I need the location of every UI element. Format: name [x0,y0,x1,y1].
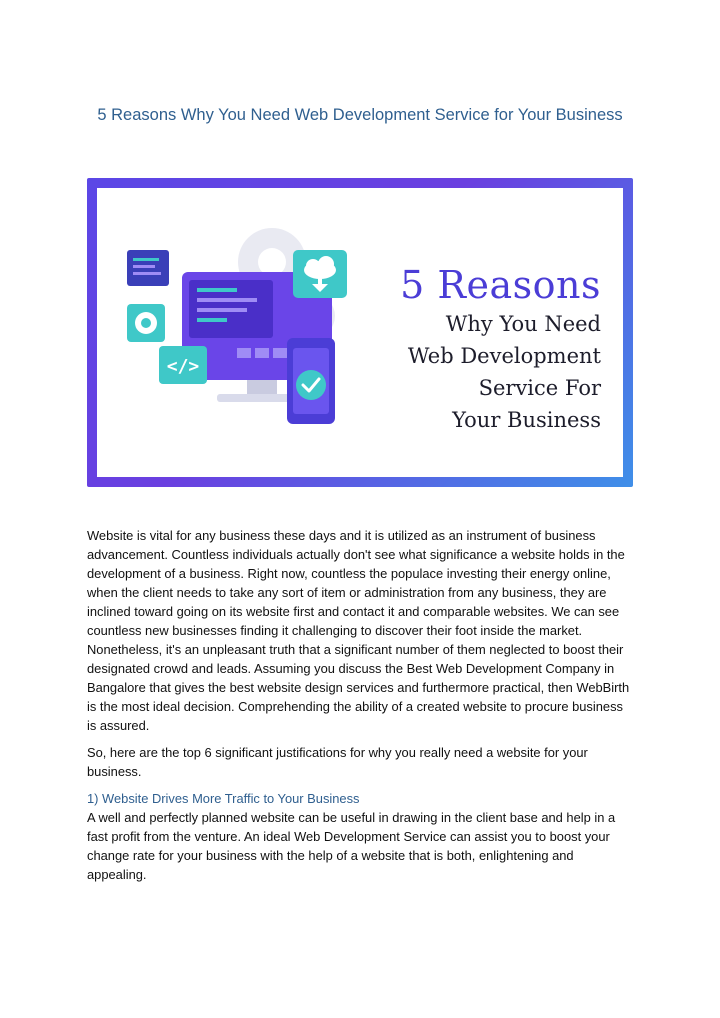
svg-text:</>: </> [166,356,200,377]
banner-inner [97,188,623,477]
code-list-icon [127,250,169,286]
gear-icon [127,304,165,342]
banner-heading-line: Your Business [452,408,601,432]
article-body [87,526,635,892]
summary-paragraph: So, here are the top 6 significant justifications for why you really need a website for your business. [87,745,588,779]
banner-heading-big: 5 Reasons [400,263,601,307]
section-heading: 1) Website Drives More Traffic to Your Business [87,791,360,806]
banner-heading-line: Service For [478,376,601,400]
banner-heading-line: Why You Need [445,312,601,336]
page-title: 5 Reasons Why You Need Web Development Service for Your Business [97,106,623,124]
code-brackets-icon [159,346,207,384]
section-paragraph: A well and perfectly planned website can be useful in drawing in the client base and help in a fast profit from the venture. An ideal Web Development Service can assist you to boost your change rate for your business with the help of a website that is both, enlightening and appealing. [87,810,616,882]
banner-heading-line: Web Development [407,344,601,368]
banner-image [87,178,633,487]
banner-heading [321,262,601,436]
intro-paragraph: Website is vital for any business these days and it is utilized as an instrument of business advancement. Countless individuals actually don't see what significance a website holds in the development of a business. Right now, countless the populace investing their energy online, when the client needs to take any sort of item or administration from any business, they are inclined toward going on its website first and contact it and comparable websites. We can see countless new businesses finding it challenging to discover their foot inside the market. Nonetheless, it's an unpleasant truth that a significant number of them neglected to boost their designated crowd and leads. Assuming you discuss the Best Web Development Company in Bangalore that gives the best website design services and furthermore practical, then WebBirth is the most ideal decision. Comprehending the ability of a created website to procure business is assured. [87,528,630,733]
